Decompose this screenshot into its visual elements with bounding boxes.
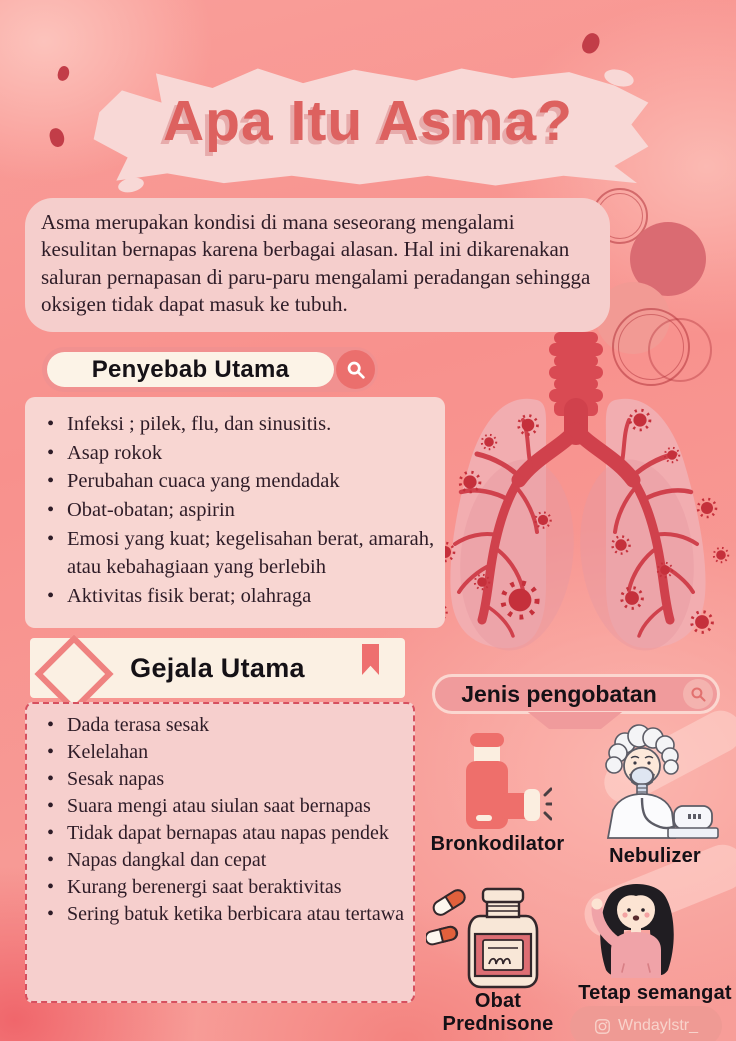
- symptoms-header-label: Gejala Utama: [130, 652, 305, 683]
- watermark-handle: Wndaylstr_: [617, 1017, 699, 1034]
- cheerful-girl-icon: [580, 872, 692, 982]
- watermark-badge: [570, 1006, 722, 1041]
- instagram-icon: [594, 1018, 611, 1035]
- list-item: • Aktivitas fisik berat; olahraga: [41, 582, 435, 611]
- medicine-bottle-icon: [426, 878, 544, 990]
- list-item: • Asap rokok: [41, 439, 435, 468]
- treatment-label: Bronkodilator: [430, 833, 565, 855]
- causes-header-pill: [42, 347, 378, 392]
- list-item: • Kurang berenergi saat beraktivitas: [41, 874, 407, 901]
- causes-header: Penyebab Utama: [47, 352, 334, 387]
- list-item: • Infeksi ; pilek, flu, dan sinusitis.: [41, 410, 435, 439]
- symptoms-list: [41, 712, 407, 928]
- list-item: • Perubahan cuaca yang mendadak: [41, 467, 435, 496]
- list-item: • Kelelahan: [41, 739, 407, 766]
- inhaler-icon: [452, 733, 552, 833]
- list-item: • Tidak dapat bernapas atau napas pendek: [41, 820, 407, 847]
- list-item: • Emosi yang kuat; kegelisahan berat, amarah, atau kebahagiaan yang berlebih: [41, 525, 435, 582]
- list-item: • Dada terasa sesak: [41, 712, 407, 739]
- treatment-label: Tetap semangat: [578, 982, 732, 1004]
- list-item: • Sering batuk ketika berbicara atau tertawa: [41, 901, 407, 928]
- search-icon: [683, 679, 713, 709]
- page-title: Apa Itu Asma?: [163, 89, 573, 153]
- list-item: • Napas dangkal dan cepat: [41, 847, 407, 874]
- list-item: • Suara mengi atau siulan saat bernapas: [41, 793, 407, 820]
- search-icon: [336, 350, 375, 389]
- treatments-header-pill: [432, 674, 720, 714]
- treatment-label: Nebulizer: [609, 845, 701, 867]
- symptoms-panel: [25, 702, 415, 1003]
- infected-lungs-illustration: [425, 330, 735, 655]
- causes-panel: [25, 397, 445, 628]
- list-item: • Sesak napas: [41, 766, 407, 793]
- treatment-label: Obat Prednisone: [442, 990, 554, 1035]
- nebulizer-icon: [580, 724, 720, 844]
- paint-speck: [579, 30, 603, 56]
- causes-list: [41, 410, 435, 611]
- intro-paragraph: Asma merupakan kondisi di mana seseorang mengalami kesulitan bernapas karena berbagai alasan. Hal ini dikarenakan saluran pernapasan di paru-paru mengalami peradangan sehingga oksigen tidak dapat masuk ke tubuh.: [25, 198, 610, 332]
- list-item: • Obat-obatan; aspirin: [41, 496, 435, 525]
- treatments-header: Jenis pengobatan: [461, 680, 657, 707]
- paint-speck: [56, 65, 71, 83]
